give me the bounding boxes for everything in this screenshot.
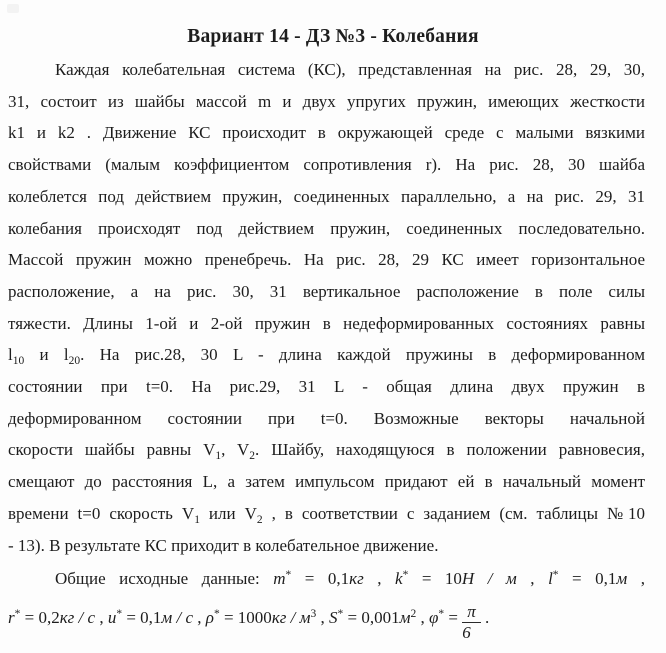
- text-line: тяжести. Длины 1-ой и 2-ой пружин в недеформированных состояниях равны: [8, 313, 645, 333]
- document-body: [8, 54, 645, 642]
- fraction: $\frac{\pi}{6}$: [462, 602, 481, 642]
- paragraph-intro: [8, 54, 645, 561]
- page-title: Вариант 14 - ДЗ №3 - Колебания: [187, 26, 479, 47]
- text-line: расположение, а на рис. 30, 31 вертикальное расположение в поле силы: [8, 281, 645, 301]
- text-line: времени t=0 скорость $V_1$ или $V_2$ , в соответствии с заданием (см. таблицы №10: [8, 503, 645, 526]
- text-line: колебания происходят под действием пружин, соединенных последовательно.: [8, 218, 645, 238]
- text-line: Массой пружин можно пренебречь. На рис. 28, 29 КС имеет горизонтальное: [8, 250, 645, 270]
- text-line: 31, состоит из шайбы массой m и двух упругих пружин, имеющих жесткости: [8, 91, 645, 111]
- text-line: $l_{10}$ и $l_{20}$. На рис.28, 30 L - длина каждой пружины в деформированном: [8, 345, 646, 368]
- text-line: скорости шайбы равны $V_1$, $V_2$. Шайбу, находящуюся в положении равновесия,: [8, 440, 645, 463]
- scan-artifact: [7, 4, 19, 13]
- text-line: состоянии при t=0. На рис.29, 31 L - общая длина двух пружин в: [8, 377, 645, 397]
- text-line: смещают до расстояния L, а затем импульсом придают ей в начальный момент: [8, 472, 645, 492]
- text-line: свойствами (малым коэффициентом сопротивления r). На рис. 28, 30 шайба: [8, 155, 645, 175]
- text-line: Общие исходные данные: m* = 0,1кг , k* = 10Н / м , l* = 0,1м ,: [55, 569, 646, 589]
- paragraph-given-data: [8, 563, 645, 642]
- text-line: деформированном состоянии при t=0. Возможные векторы начальной: [8, 408, 645, 428]
- text-line: r* = 0,2кг / с , u* = 0,1м / с , $\rho^* = 1000кг / м^3$ , $S^* = 0,001м^2$ , φ* = $\frac{\pi}{6}$ .: [8, 601, 490, 642]
- text-line: k1 и k2 . Движение КС происходит в окружающей среде с малыми вязкими: [8, 123, 645, 143]
- text-line: колеблется под действием пружин, соединенных параллельно, а на рис. 29, 31: [8, 186, 645, 206]
- text-line: Каждая колебательная система (КС), представленная на рис. 28, 29, 30,: [55, 60, 645, 79]
- text-line: - 13). В результате КС приходит в колебательное движение.: [8, 535, 439, 555]
